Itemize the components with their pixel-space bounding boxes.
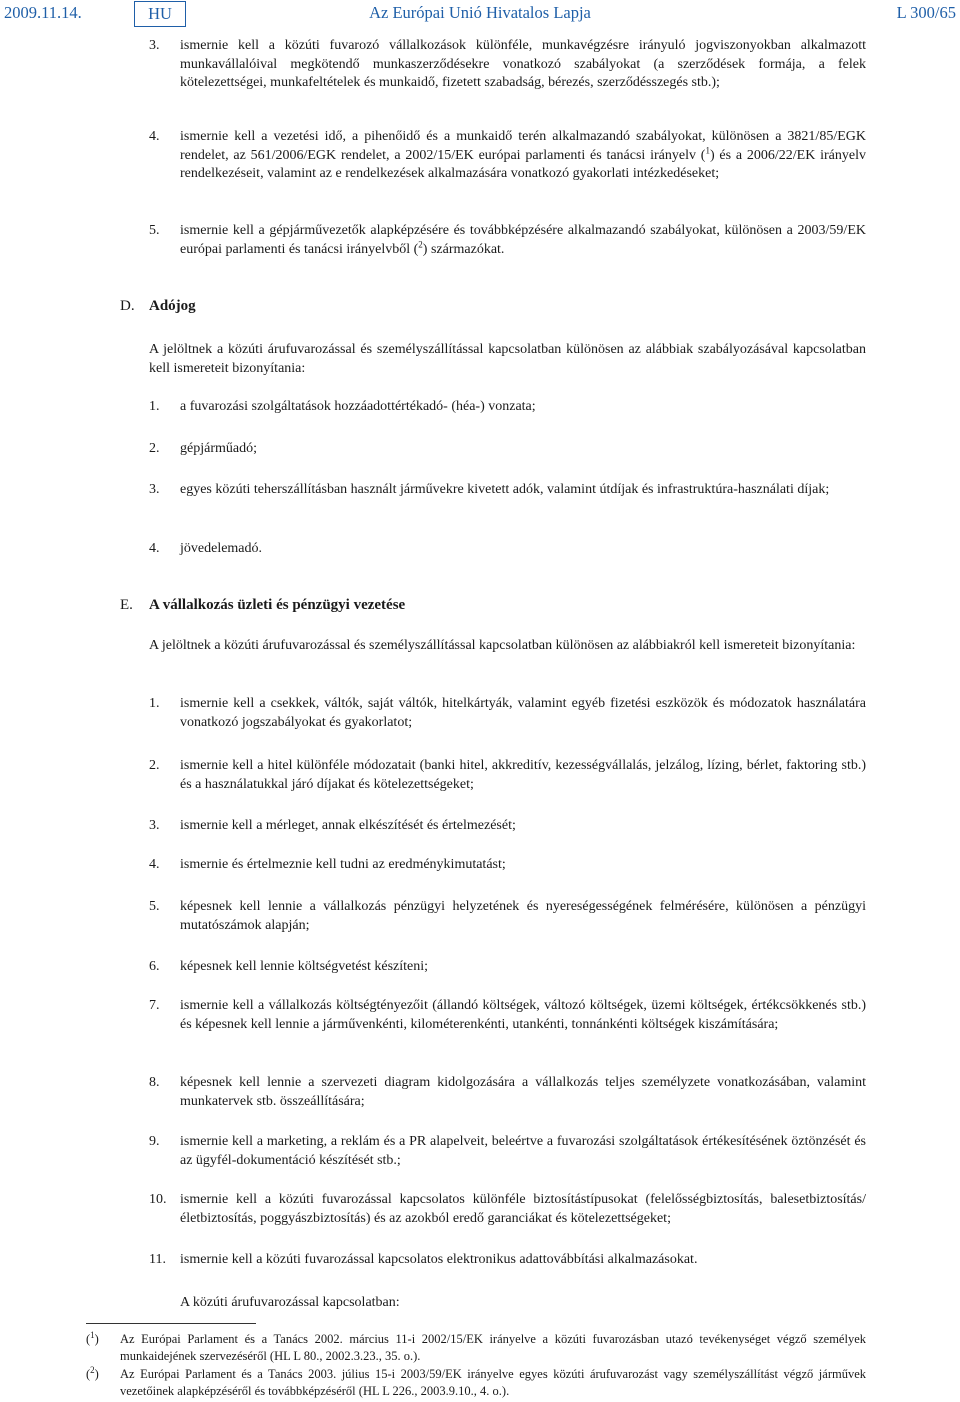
item-text: a fuvarozási szolgáltatások hozzáadottértékadó- (héa-) vonzata; <box>180 399 536 414</box>
page-number: L 300/65 <box>896 3 956 22</box>
item-number: 4. <box>149 541 160 556</box>
item-number: 10. <box>149 1192 167 1207</box>
section-letter: D. <box>120 298 135 314</box>
item-number: 2. <box>149 758 160 773</box>
section-intro: A jelöltnek a közúti árufuvarozással és személyszállítással kapcsolatban különösen az alábbiak szabályozásával kapcsolatban kell ismereteit bizonyítania: <box>149 342 866 376</box>
page-header <box>0 0 960 30</box>
header-date: 2009.11.14. <box>4 3 82 22</box>
item-number: 9. <box>149 1134 160 1149</box>
section-title: Adójog <box>149 298 196 314</box>
item-text: képesnek kell lennie a szervezeti diagram kidolgozására a vállalkozás teljes személyzete vonatkozásában, valamint munkatervek stb. összeállítására; <box>180 1075 866 1109</box>
footnote-text: Az Európai Parlament és a Tanács 2002. március 11-i 2002/15/EK irányelve a közúti fuvarozásban utazó tevékenységet végző személyek munkaidejének szervezéséről (HL L 80., 2002.3.23., 35. o.). <box>120 1332 866 1363</box>
footnote-text: Az Európai Parlament és a Tanács 2003. július 15-i 2003/59/EK irányelve egyes közúti árufuvarozást vagy személyszállítást végző járművek vezetőinek alapképzéséről és továbbképzéséről (HL L 226., 2003.9.10., 4. o.). <box>120 1367 866 1398</box>
item-number: 5. <box>149 223 160 238</box>
item-number: 3. <box>149 482 160 497</box>
item-number: 8. <box>149 1075 160 1090</box>
item-text: ismernie kell a vállalkozás költségtényezőit (állandó költségek, változó költségek, üzemi költségek, értékcsökkenés stb.) és képesnek kell lennie a járművenkénti, kilométerenkénti, utankénti, tonnánkénti költségek kiszámítására; <box>180 998 866 1032</box>
item-text: képesnek kell lennie a vállalkozás pénzügyi helyzetének és nyereségességének felmérésére, különösen a pénzügyi mutatószámok alapján; <box>180 899 866 933</box>
item-text: ismernie kell a hitel különféle módozatait (banki hitel, akkreditív, kezességvállalás, jelzálog, lízing, bérlet, faktoring stb.) és a használatukkal járó díjakat és kötelezettségeket; <box>180 758 866 792</box>
journal-title: Az Európai Unió Hivatalos Lapja <box>369 3 591 22</box>
item-text: ismernie és értelmeznie kell tudni az eredménykimutatást; <box>180 857 506 872</box>
item-text: ismernie kell a közúti fuvarozással kapcsolatos elektronikus adattovábbítási alkalmazásokat. <box>180 1252 698 1267</box>
item-text: ismernie kell a közúti fuvarozó vállalkozások különféle, munkavégzésre irányuló jogviszonyokban alkalmazott munkavállalóival megkötendő munkaszerződésekre vonatkozó szabályokat (a szerződések formája, a felek kötelezettségei, munkafeltételek és munkaidő, fizetett szabadság, bérezés, szerződésszegés stb.); <box>180 38 866 90</box>
item-number: 4. <box>149 129 160 144</box>
item-text: ismernie kell a közúti fuvarozással kapcsolatos különféle biztosítástípusokat (felelősségbiztosítás, balesetbiztosítás/életbiztosítás, poggyászbiztosítás) és az azokból eredő garanciákat és kötelezettségeket; <box>180 1192 866 1226</box>
footnote-ref: 1 <box>705 144 710 155</box>
item-text: ismernie kell a gépjárművezetők alapképzésére és továbbképzésére alkalmazandó szabályokat, különösen a 2003/59/EK európai parlamenti és tanácsi irányelvből ($^2$) származókat. <box>180 223 866 257</box>
footnote-number: ($^1$) <box>86 1329 99 1346</box>
footnote-number: ($^2$) <box>86 1364 99 1381</box>
item-text: jövedelemadó. <box>180 541 263 556</box>
item-number: 7. <box>149 998 160 1013</box>
item-number: 4. <box>149 857 160 872</box>
item-text: gépjárműadó; <box>180 441 257 456</box>
item-text: ismernie kell a mérleget, annak elkészítését és értelmezését; <box>180 818 516 833</box>
section-intro: A jelöltnek a közúti árufuvarozással és személyszállítással kapcsolatban különösen az alábbiakról kell ismereteit bizonyítania: <box>149 638 856 653</box>
item-text: képesnek kell lennie költségvetést készíteni; <box>180 959 429 974</box>
footnote-separator <box>86 1323 256 1324</box>
item-text: ismernie kell a vezetési idő, a pihenőidő és a munkaidő terén alkalmazandó szabályokat, különösen a 3821/85/EGK rendelet, az 561/2006/EGK rendelet, a 2002/15/EK európai parlamenti és tanácsi irányelv ($^1$) és a 2006/22/EK irányelv rendelkezéseit, valamint az e rendelkezések alkalmazására vonatkozó gyakorlati intézkedéseket; <box>180 129 866 181</box>
section-title: A vállalkozás üzleti és pénzügyi vezetése <box>149 597 406 613</box>
section-letter: E. <box>120 597 133 613</box>
item-text: ismernie kell a marketing, a reklám és a PR alapelveit, beleértve a fuvarozási szolgáltatások értékesítésének öztönzését és az ügyfél-dokumentáció készítését stb.; <box>180 1134 866 1168</box>
item-number: 6. <box>149 959 160 974</box>
item-text: egyes közúti teherszállításban használt járművekre kivetett adók, valamint útdíjak és infrastruktúra-használati díjak; <box>180 482 830 497</box>
language-badge: HU <box>134 1 186 27</box>
item-text: ismernie kell a csekkek, váltók, saját váltók, hitelkártyák, valamint egyéb fizetési eszközök és módozatok használatára vonatkozó jogszabályokat és gyakorlatot; <box>180 696 866 730</box>
item-number: 1. <box>149 696 160 711</box>
item-number: 3. <box>149 818 160 833</box>
item-number: 2. <box>149 441 160 456</box>
item-number: 3. <box>149 38 160 53</box>
item-number: 5. <box>149 899 160 914</box>
item-number: 11. <box>149 1252 166 1267</box>
item-number: 1. <box>149 399 160 414</box>
footnote-ref: 2 <box>418 238 423 249</box>
